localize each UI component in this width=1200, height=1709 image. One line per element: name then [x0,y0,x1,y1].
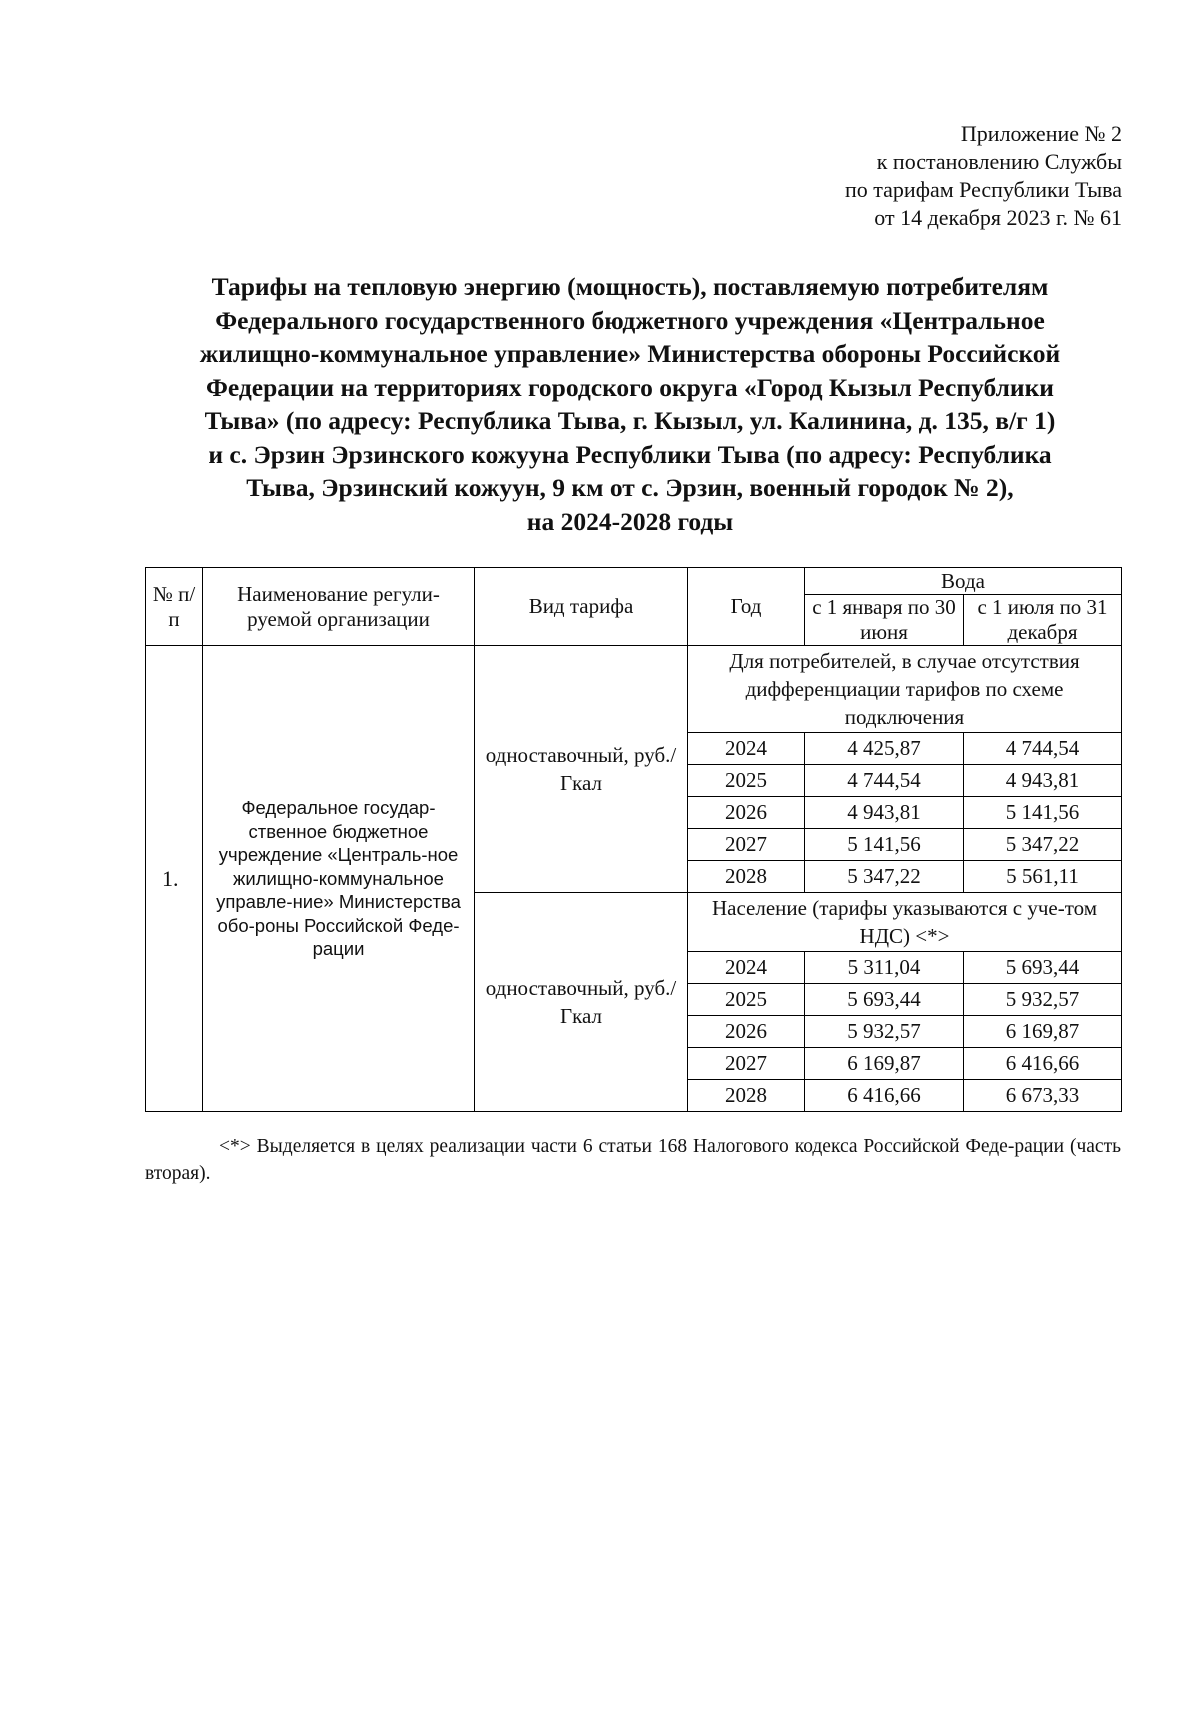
header-org: Наименование регули-руемой организации [203,568,475,646]
tariff-type: одноставочный, руб./Гкал [475,893,688,1112]
tariff-h2: 6 416,66 [964,1048,1122,1080]
title-line: Федерации на территориях городского округа «Город Кызыл Республики [206,372,1054,402]
tariff-h2: 5 932,57 [964,984,1122,1016]
header-period-1: с 1 января по 30 июня [805,595,964,646]
year-cell: 2025 [688,765,805,797]
tariff-h1: 5 932,57 [805,1016,964,1048]
year-cell: 2026 [688,1016,805,1048]
tariff-h2: 5 693,44 [964,952,1122,984]
tariff-table [145,567,1122,1112]
year-cell: 2027 [688,829,805,861]
title-line: Тарифы на тепловую энергию (мощность), поставляемую потребителям [211,272,1049,301]
title-line: жилищно-коммунальное управление» Министерства обороны Российской [199,339,1061,368]
appendix-to-resolution: к постановлению Службы [876,149,1122,174]
year-cell: 2028 [688,1080,805,1112]
tariff-type: одноставочный, руб./Гкал [475,646,688,893]
title-line: Федерального государственного бюджетного учреждения «Центральное [215,305,1045,335]
header-year: Год [688,568,805,646]
group-label: Для потребителей, в случае отсутствия дифференциации тарифов по схеме подключения [688,646,1122,733]
year-cell: 2028 [688,861,805,893]
tariff-h1: 4 425,87 [805,733,964,765]
tariff-h2: 5 347,22 [964,829,1122,861]
tariff-h1: 6 169,87 [805,1048,964,1080]
year-cell: 2024 [688,733,805,765]
header-period-2: с 1 июля по 31 декабря [964,595,1122,646]
title-line: на 2024-2028 годы [526,506,734,536]
tariff-h1: 5 693,44 [805,984,964,1016]
title-line: и с. Эрзин Эрзинского кожууна Республики Тыва (по адресу: Республика [208,439,1052,469]
title-line: Тыва, Эрзинский кожуун, 9 км от с. Эрзин, военный городок № 2), [246,473,1014,502]
table-header-row [146,568,1122,595]
header-water: Вода [805,568,1122,595]
tariff-h1: 4 943,81 [805,797,964,829]
year-cell: 2026 [688,797,805,829]
tariff-h1: 4 744,54 [805,765,964,797]
header-num: № п/п [146,568,203,646]
tariff-h2: 4 943,81 [964,765,1122,797]
tariff-h2: 5 141,56 [964,797,1122,829]
tariff-h1: 5 347,22 [805,861,964,893]
tariff-h2: 4 744,54 [964,733,1122,765]
footnote: <*> Выделяется в целях реализации части 6 статьи 168 Налогового кодекса Российской Феде-рации (часть вторая). [145,1136,1121,1184]
appendix-header [722,120,1122,232]
group-label: Население (тарифы указываются с уче-том НДС) <*> [688,893,1122,952]
document-title [140,270,1120,538]
year-cell: 2024 [688,952,805,984]
header-tariff-type: Вид тарифа [475,568,688,646]
tariff-h2: 6 673,33 [964,1080,1122,1112]
appendix-issuer: по тарифам Республики Тыва [845,177,1122,202]
row-number: 1. [146,646,203,1112]
tariff-h1: 5 311,04 [805,952,964,984]
year-cell: 2025 [688,984,805,1016]
tariff-h2: 6 169,87 [964,1016,1122,1048]
appendix-number: Приложение № 2 [960,121,1122,146]
table-row [146,646,1122,733]
tariff-h2: 5 561,11 [964,861,1122,893]
tariff-h1: 6 416,66 [805,1080,964,1112]
year-cell: 2027 [688,1048,805,1080]
organization-name: Федеральное государ-ственное бюджетное учреждение «Централь-ное жилищно-коммунальное управле-ние» Министерства обо-роны Российской Феде-рации [203,646,475,1112]
title-line: Тыва» (по адресу: Республика Тыва, г. Кызыл, ул. Калинина, д. 135, в/г 1) [204,406,1056,435]
tariff-h1: 5 141,56 [805,829,964,861]
appendix-date: от 14 декабря 2023 г. № 61 [874,205,1122,230]
